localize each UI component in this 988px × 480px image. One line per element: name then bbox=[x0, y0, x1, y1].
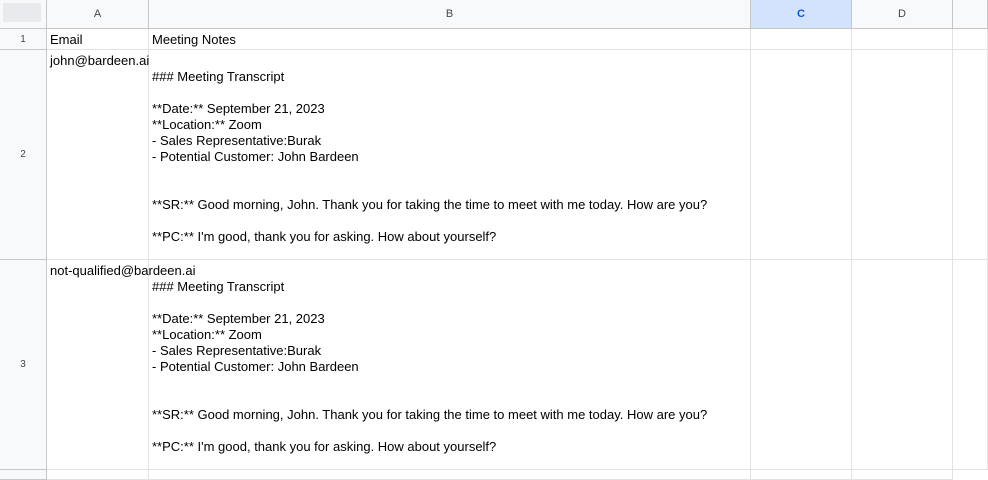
cell-a3[interactable]: not-qualified@bardeen.ai bbox=[47, 260, 149, 470]
cell-e3[interactable] bbox=[953, 260, 988, 470]
column-header-b[interactable]: B bbox=[149, 0, 751, 29]
cell-b3[interactable]: ### Meeting Transcript **Date:** September 21, 2023 **Location:** Zoom - Sales Representative:Burak - Potential Customer: John Bardeen **SR:** Good morning, John. Thank you for taking the time to meet with me today. How are you? **PC:** I'm good, thank you for asking. How about yourself? bbox=[149, 260, 751, 470]
select-all-corner[interactable] bbox=[0, 0, 47, 29]
cell-d3[interactable] bbox=[852, 260, 953, 470]
cell-d2[interactable] bbox=[852, 50, 953, 260]
row-header-1[interactable]: 1 bbox=[0, 29, 47, 50]
cell-c2[interactable] bbox=[751, 50, 852, 260]
cell-e1[interactable] bbox=[953, 29, 988, 50]
cell-b4[interactable] bbox=[149, 470, 751, 480]
cell-c1[interactable] bbox=[751, 29, 852, 50]
cell-a2[interactable]: john@bardeen.ai bbox=[47, 50, 149, 260]
row-header-3[interactable]: 3 bbox=[0, 260, 47, 470]
cell-c3[interactable] bbox=[751, 260, 852, 470]
cell-a1[interactable]: Email bbox=[47, 29, 149, 50]
cell-d4[interactable] bbox=[852, 470, 953, 480]
row-header-4[interactable] bbox=[0, 470, 47, 480]
row-header-2[interactable]: 2 bbox=[0, 50, 47, 260]
column-header-c[interactable]: C bbox=[751, 0, 852, 29]
column-header-a[interactable]: A bbox=[47, 0, 149, 29]
cell-a4[interactable] bbox=[47, 470, 149, 480]
column-header-d[interactable]: D bbox=[852, 0, 953, 29]
column-header-e[interactable] bbox=[953, 0, 988, 29]
cell-c4[interactable] bbox=[751, 470, 852, 480]
cell-b2[interactable]: ### Meeting Transcript **Date:** September 21, 2023 **Location:** Zoom - Sales Representative:Burak - Potential Customer: John Bardeen **SR:** Good morning, John. Thank you for taking the time to meet with me today. How are you? **PC:** I'm good, thank you for asking. How about yourself? bbox=[149, 50, 751, 260]
cell-e2[interactable] bbox=[953, 50, 988, 260]
cell-b1[interactable]: Meeting Notes bbox=[149, 29, 751, 50]
cell-d1[interactable] bbox=[852, 29, 953, 50]
